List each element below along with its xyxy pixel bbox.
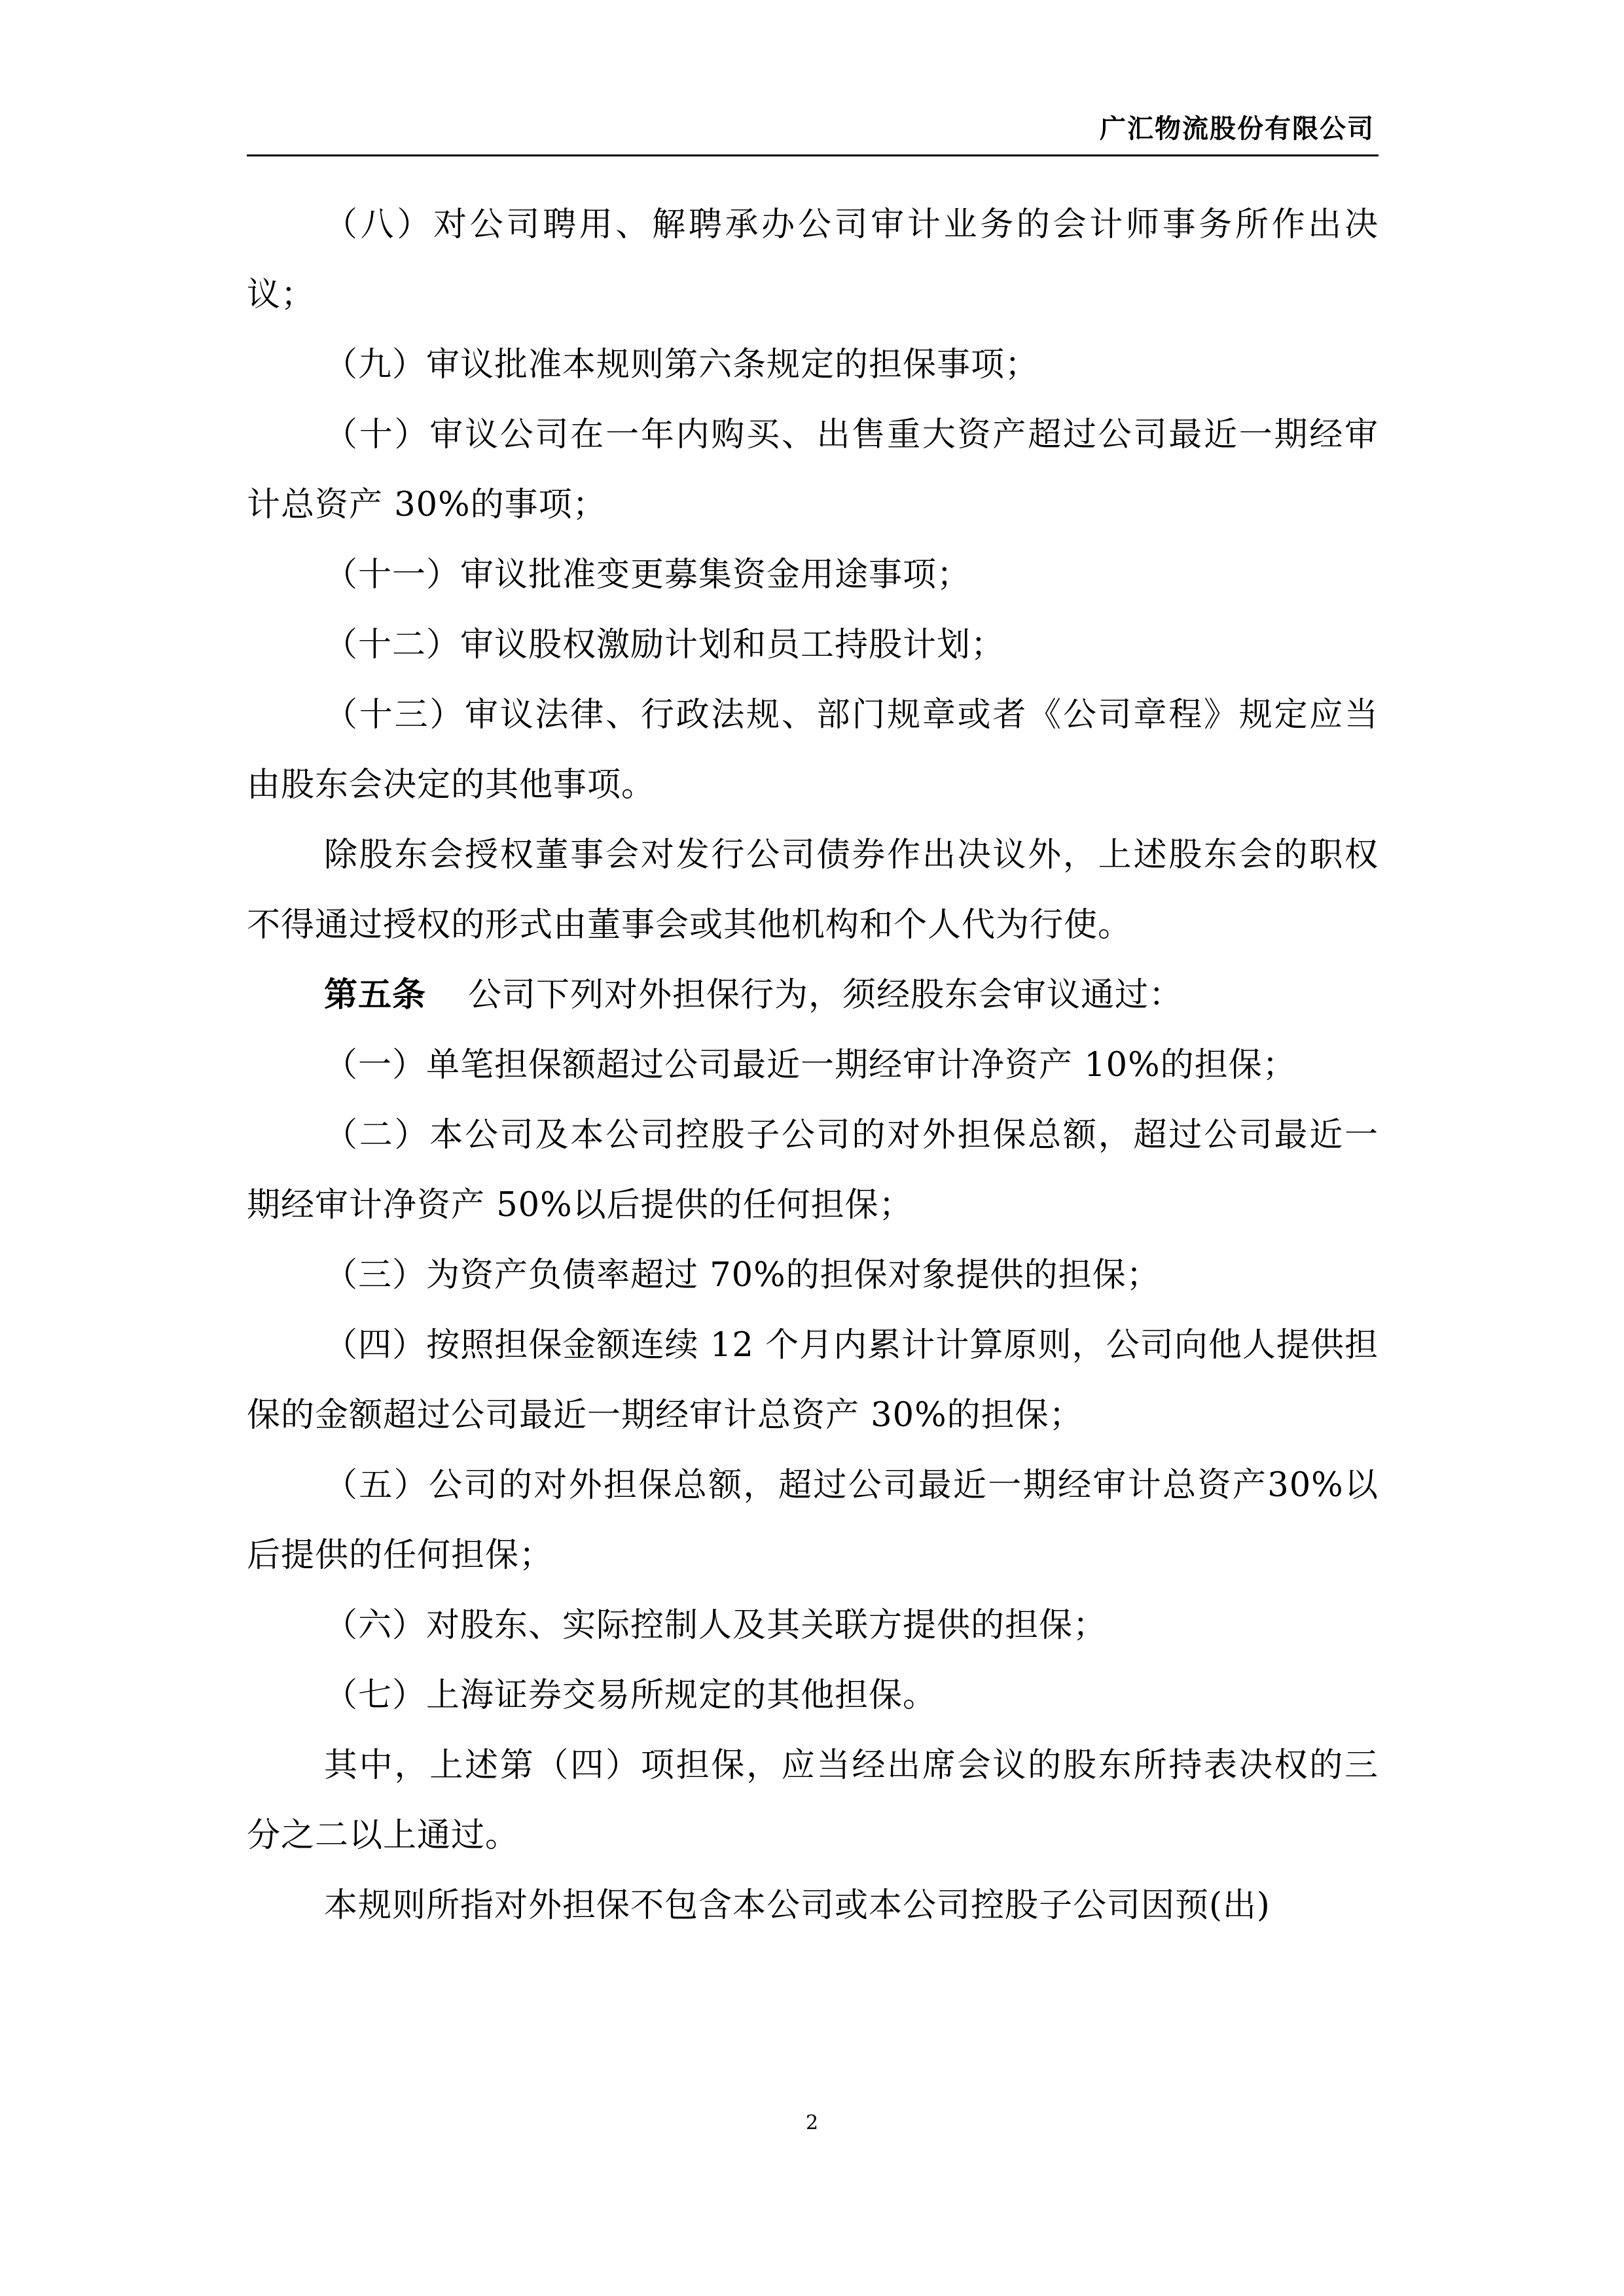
guarantee-item-5: （五）公司的对外担保总额，超过公司最近一期经审计总资产30%以后提供的任何担保； <box>247 1466 1379 1575</box>
clause-13: （十三）审议法律、行政法规、部门规章或者《公司章程》规定应当由股东会决定的其他事项。 <box>247 696 1379 804</box>
authorization-paragraph: 除股东会授权董事会对发行公司债券作出决议外，上述股东会的职权不得通过授权的形式由董事会或其他机构和个人代为行使。 <box>247 836 1379 944</box>
guarantee-item-4: （四）按照担保金额连续 12 个月内累计计算原则，公司向他人提供担保的金额超过公司最近一期经审计总资产 30%的担保； <box>247 1326 1379 1435</box>
clause-8: （八）对公司聘用、解聘承办公司审计业务的会计师事务所作出决议； <box>247 206 1379 314</box>
header-divider <box>247 154 1379 156</box>
guarantee-item-3: （三）为资产负债率超过 70%的担保对象提供的担保； <box>324 1256 1161 1295</box>
clause-11: （十一）审议批准变更募集资金用途事项； <box>324 556 971 594</box>
scope-paragraph: 本规则所指对外担保不包含本公司或本公司控股子公司因预(出) <box>324 1886 1271 1925</box>
page-header-company: 广汇物流股份有限公司 <box>1100 114 1375 144</box>
clause-10: （十）审议公司在一年内购买、出售重大资产超过公司最近一期经审计总资产 30%的事项； <box>247 416 1379 524</box>
guarantee-item-6: （六）对股东、实际控制人及其关联方提供的担保； <box>324 1606 1108 1645</box>
document-body <box>247 190 1379 1941</box>
guarantee-item-2: （二）本公司及本公司控股子公司的对外担保总额，超过公司最近一期经审计净资产 50%以后提供的任何担保； <box>247 1116 1379 1225</box>
article-5-heading <box>247 960 1379 1030</box>
clause-9: （九）审议批准本规则第六条规定的担保事项； <box>324 346 1039 384</box>
clause-12: （十二）审议股权激励计划和员工持股计划； <box>324 626 1005 664</box>
guarantee-item-1: （一）单笔担保额超过公司最近一期经审计净资产 10%的担保； <box>324 1046 1297 1085</box>
article-5-label: 第五条 <box>324 976 427 1014</box>
voting-requirement-paragraph: 其中，上述第（四）项担保，应当经出席会议的股东所持表决权的三分之二以上通过。 <box>247 1746 1379 1855</box>
page-number: 2 <box>805 2111 819 2134</box>
guarantee-item-7: （七）上海证券交易所规定的其他担保。 <box>324 1676 937 1715</box>
article-5-text: 公司下列对外担保行为，须经股东会审议通过： <box>468 976 1183 1014</box>
